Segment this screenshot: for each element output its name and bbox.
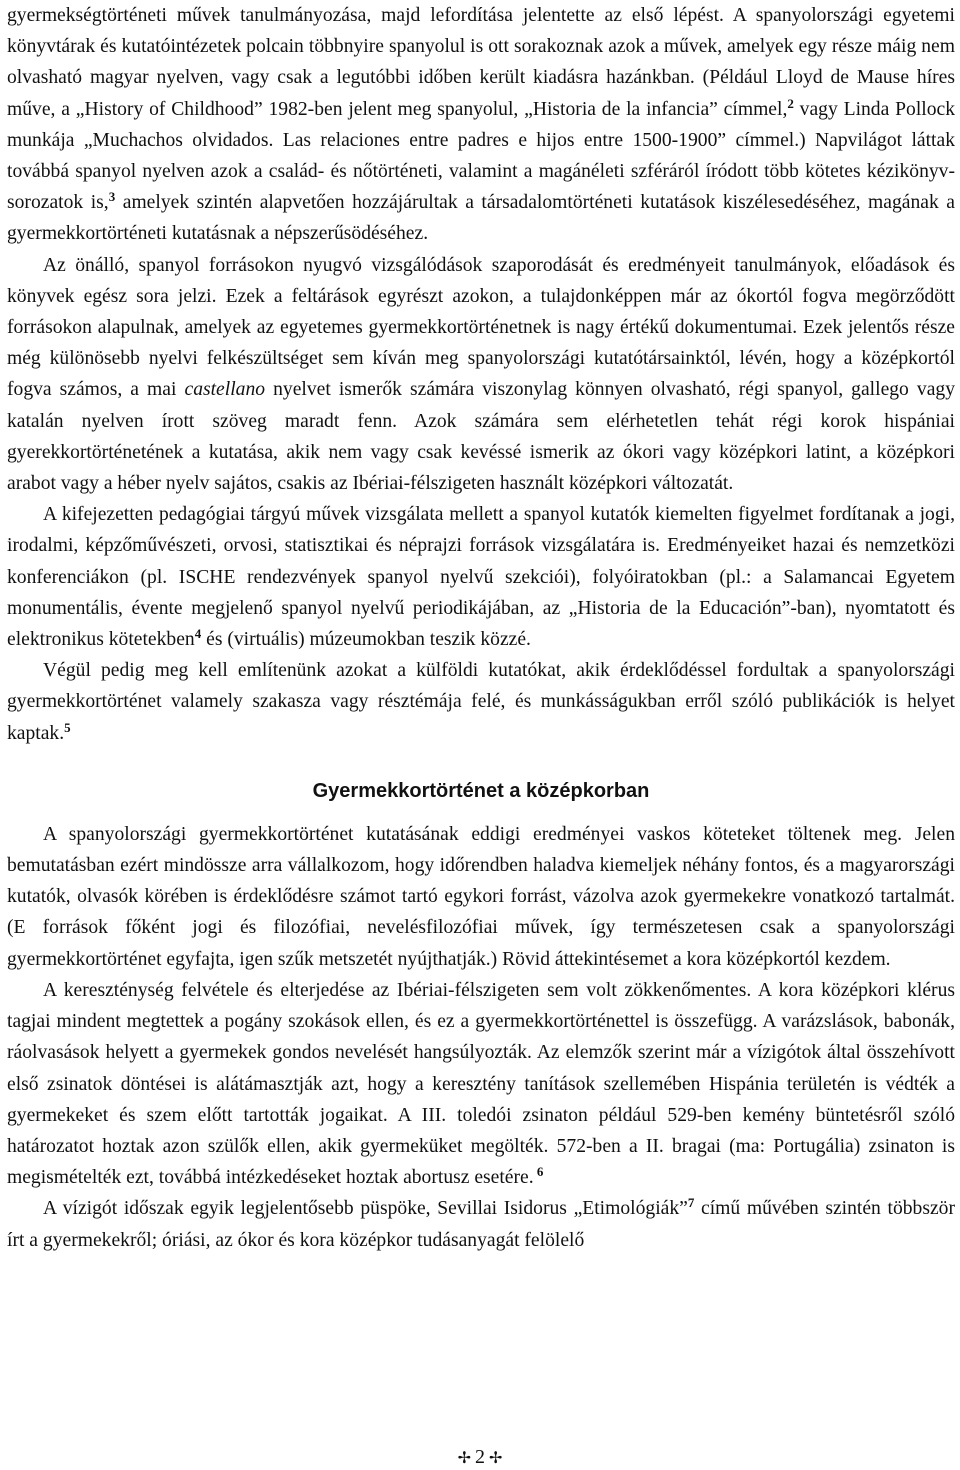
footnote-ref-4[interactable]: 4 [194,626,202,642]
paragraph-7: A vízigót időszak egyik legjelentősebb püspöke, Sevillai Isidorus „Etimológiák”$^7$ című művében szintén többször írt a gyermekekről; óriási, az ókor és kora középkor tudásanyagát felölelő [7,1195,955,1251]
footnote-ref-6[interactable]: 6 [533,1164,544,1180]
body-text [7,0,955,1256]
footnote-ref-5[interactable]: 5 [64,719,71,735]
footnote-ref-3[interactable]: 3 [108,189,116,205]
footnote-ref-7[interactable]: 7 [687,1195,695,1211]
paragraph-4: Végül pedig meg kell említenünk azokat a külföldi kutatókat, akik érdeklődéssel fordultak a spanyolországi gyermekkortörténet valamely szakasza vagy résztémája felé, és munkásságukban erről szóló publikációk is helyet kaptak.$^5$ [7,660,955,744]
section-heading: Gyermekkortörténet a középkorban [312,779,650,802]
paragraph-3: A kifejezetten pedagógiai tárgyú művek vizsgálata mellett a spanyol kutatók kiemelten figyelmet fordítanak a jogi, irodalmi, képzőművészeti, orvosi, statisztikai és néprajzi források vizsgálatára is. Eredményeiket hazai és nemzetközi konferenciákon (pl. ISCHE rendezvények spanyol nyelvű szekciói), folyóiratokban (pl.: a Salamancai Egyetem monumentális, évente megjelenő spanyol nyelvű periodikájában, az „Historia de la Educación”-ban), nyomtatott és elektronikus kötetekben$^4$ és (virtuális) múzeumokban teszik közzé. [7,504,955,651]
footnote-ref-2[interactable]: 2 [787,95,794,111]
page-number: 2 [475,1446,485,1468]
paragraph-1: gyermekségtörténeti művek tanulmányozása, majd lefordítása jelentette az első lépést. A spanyolországi egyetemi könyvtárak és kutatóintézetek polcain többnyire spanyolul is ott sorakoznak azok a művek, amelyek egy része máig nem olvasható magyar nyelven, vagy csak a legutóbbi időben került kiadásra hazánkban. (Például Lloyd de Mause híres műve, a „History of Childhood” 1982-ben jelent meg spanyolul, „Historia de la infancia” címmel,$^2$ vagy Linda Pollock munkája „Muchachos olvidados. Las relaciones entre padres e hijos entre 1500-1900” címmel.) Napvilágot láttak továbbá spanyol nyelven azok a család- és nőtörténeti, valamint a magánéleti szféráról íródott több kötetes kézikönyv-sorozatok is,$^3$ amelyek szintén alapvetően hozzájárultak a társadalomtörténeti kutatások kiszélesedéséhez, magának a gyermekkortörténeti kutatásnak a népszerűsödéséhez. [7,5,956,245]
paragraph-2: Az önálló, spanyol forrásokon nyugvó vizsgálódások szaporodását és eredményeit tanulmányok, előadások és könyvek egész sora jelzi. Ezek a feltárások egyrészt azokon, a tulajdonképpen már az ókortól fogva megörződött forrásokon alapulnak, amelyek az egyetemes gyermekkortörténetnek is nagy értékű dokumentumai. Ezek jelentős része még különösebb nyelvi felkészültséget sem kíván meg spanyolországi kutatótársainktól, lévén, hogy a középkortól fogva számos, a mai castellano nyelvet ismerők számára viszonylag könnyen olvasható, régi spanyol, gallego vagy katalán nyelven írott szöveg maradt fenn. Azok számára sem elérhetetlen tehát régi korok hispániai gyerekkortörténetének a kutatása, akik nem vagy csak kevéssé ismerik az ókori vagy középkori latint, a középkori arabot vagy a héber nyelv sajátos, csakis az Ibériai-félszigeten használt középkori változatát. [7,254,955,495]
paragraph-6: A kereszténység felvétele és elterjedése az Ibériai-félszigeten sem volt zökkenőmentes. A kora középkori klérus tagjai mindent megtettek a pogány szokások ellen, és ez a gyermekkortörténettel is összefügg. A varázslások, babonák, ráolvasások helyett a gyermekek gondos nevelését hangsúlyozták. Az elemzők szerint már a vízigótok által összehívott első zsinatok döntései is alátámasztják azt, hogy a keresztény tanítások szellemében Hispánia területén is védték a gyermekeket és szem előtt tartották jogaikat. A III. toledói zsinaton például 529-ben kemény büntetésről szóló határozatot hoztak azon szülők ellen, akik gyermeküket megölték. 572-ben a II. bragai (ma: Portugália) zsinaton is megismételték ezt, továbbá intézkedéseket hoztak abortusz esetére. $^6$ [7,979,955,1189]
ornament-right-icon: ✢ [489,1448,503,1467]
page-footer [0,1446,960,1469]
paragraph-5: A spanyolországi gyermekkortörténet kutatásának eddigi eredményei vaskos köteteket töltenek meg. Jelen bemutatásban ezért mindössze arra vállalkozom, hogy időrendben haladva kiemeljek néhány fontos, és a magyarországi kutatók, olvasók körében is érdeklődésre számot tartó egykori forrást, vázolva azok gyermekekre vonatkozó tartalmát. (E források főként jogi és filozófiai, nevelésfilozófiai művek, így természetesen csak a spanyolországi gyermekkortörténet egyfajta, igen szűk metszetét nyújthatják.) Rövid áttekintésemet a kora középkortól kezdem. [7,823,955,970]
italic-term: castellano [184,379,266,401]
document-page [7,0,955,1256]
ornament-left-icon: ✢ [457,1448,471,1467]
